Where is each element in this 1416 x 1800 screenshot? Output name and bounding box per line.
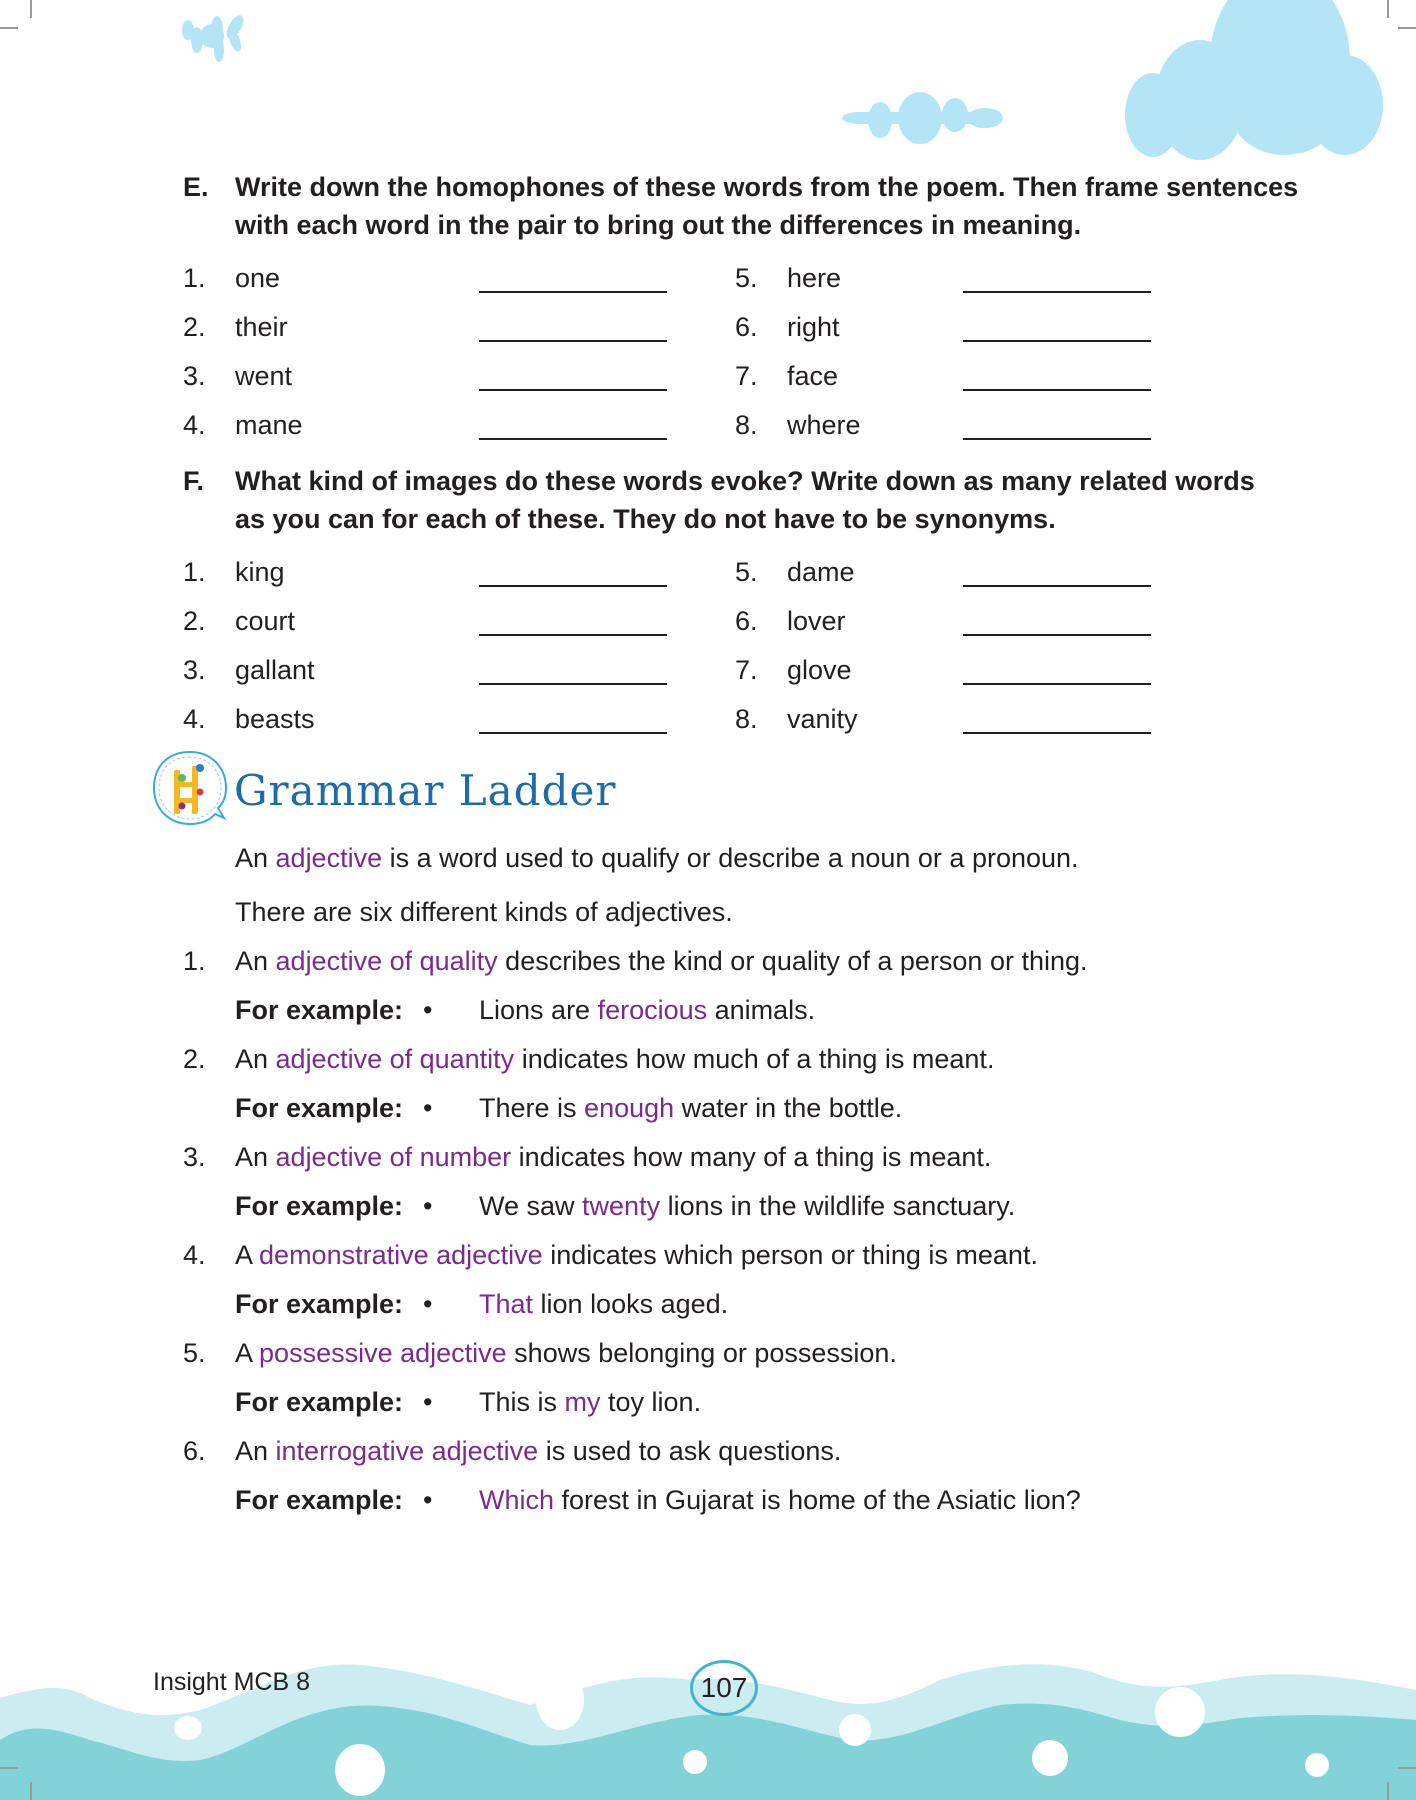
highlighted-term: possessive adjective bbox=[259, 1338, 507, 1368]
text: describes the kind or quality of a person or thing. bbox=[497, 946, 1088, 976]
adjective-definition bbox=[235, 840, 1079, 876]
answer-blank[interactable] bbox=[963, 634, 1151, 636]
item-word: glove bbox=[787, 655, 852, 685]
answer-blank[interactable] bbox=[963, 389, 1151, 391]
example-label: For example: bbox=[235, 1387, 404, 1417]
highlighted-term: interrogative adjective bbox=[275, 1436, 539, 1466]
example-line bbox=[235, 1188, 1016, 1224]
answer-blank[interactable] bbox=[479, 389, 667, 391]
text: is a word used to qualify or describe a noun or a pronoun. bbox=[382, 843, 1079, 873]
highlighted-term: enough bbox=[584, 1093, 675, 1123]
bullet: • bbox=[423, 995, 433, 1025]
text: water in the bottle. bbox=[674, 1093, 903, 1123]
crop-mark bbox=[1387, 1782, 1389, 1800]
highlighted-term: adjective of number bbox=[275, 1142, 512, 1172]
instruction-line: What kind of images do these words evoke? Write down as many related words bbox=[235, 466, 1255, 496]
answer-blank[interactable] bbox=[479, 585, 667, 587]
item-word: lover bbox=[787, 606, 846, 636]
item-word: mane bbox=[235, 410, 303, 440]
item-number: 1. bbox=[183, 557, 206, 587]
highlighted-term: my bbox=[564, 1387, 601, 1417]
text: There is bbox=[479, 1093, 585, 1123]
example-label: For example: bbox=[235, 1093, 404, 1123]
item-number: 4. bbox=[183, 1240, 206, 1270]
text: An bbox=[235, 946, 276, 976]
item-word: court bbox=[235, 606, 296, 636]
text: This is bbox=[479, 1387, 565, 1417]
section-letter: E. bbox=[183, 172, 209, 202]
answer-blank[interactable] bbox=[963, 585, 1151, 587]
answer-blank[interactable] bbox=[963, 291, 1151, 293]
crop-mark bbox=[30, 0, 32, 18]
item-number: 5. bbox=[735, 557, 758, 587]
item-number: 2. bbox=[183, 606, 206, 636]
example-line bbox=[235, 1090, 903, 1126]
item-number: 3. bbox=[183, 1142, 206, 1172]
highlighted-term: demonstrative adjective bbox=[259, 1240, 543, 1270]
item-number: 2. bbox=[183, 312, 206, 342]
bullet: • bbox=[423, 1093, 433, 1123]
bullet: • bbox=[423, 1485, 433, 1515]
bullet: • bbox=[423, 1289, 433, 1319]
cloud-decoration bbox=[0, 0, 1416, 170]
item-word: went bbox=[235, 361, 293, 391]
answer-blank[interactable] bbox=[479, 438, 667, 440]
item-word: gallant bbox=[235, 655, 315, 685]
crop-mark bbox=[1387, 0, 1389, 18]
item-number: 7. bbox=[735, 655, 758, 685]
item-number: 1. bbox=[183, 263, 206, 293]
answer-blank[interactable] bbox=[479, 291, 667, 293]
item-word: face bbox=[787, 361, 839, 391]
item-word: right bbox=[787, 312, 840, 342]
highlighted-term: adjective bbox=[275, 843, 383, 873]
item-word: one bbox=[235, 263, 281, 293]
item-number: 2. bbox=[183, 1044, 206, 1074]
item-number: 6. bbox=[735, 312, 758, 342]
text: An bbox=[235, 1436, 276, 1466]
crop-mark bbox=[1398, 27, 1416, 29]
highlighted-term: ferocious bbox=[597, 995, 708, 1025]
item-word: their bbox=[235, 312, 288, 342]
item-number: 8. bbox=[735, 410, 758, 440]
text: shows belonging or possession. bbox=[506, 1338, 897, 1368]
example-line bbox=[235, 1286, 729, 1322]
text: lions in the wildlife sanctuary. bbox=[660, 1191, 1016, 1221]
highlighted-term: adjective of quantity bbox=[275, 1044, 515, 1074]
instruction-line: as you can for each of these. They do not have to be synonyms. bbox=[235, 504, 1056, 534]
answer-blank[interactable] bbox=[479, 683, 667, 685]
item-number: 4. bbox=[183, 410, 206, 440]
item-word: dame bbox=[787, 557, 855, 587]
example-label: For example: bbox=[235, 1289, 404, 1319]
text: indicates which person or thing is meant. bbox=[542, 1240, 1038, 1270]
item-word: here bbox=[787, 263, 842, 293]
text: An bbox=[235, 843, 276, 873]
text: forest in Gujarat is home of the Asiatic lion? bbox=[554, 1485, 1081, 1515]
answer-blank[interactable] bbox=[479, 634, 667, 636]
example-label: For example: bbox=[235, 1485, 404, 1515]
grammar-ladder-title: Grammar Ladder bbox=[234, 766, 617, 815]
page-number: 107 bbox=[690, 1660, 758, 1716]
answer-blank[interactable] bbox=[963, 732, 1151, 734]
item-number: 5. bbox=[735, 263, 758, 293]
text: toy lion. bbox=[600, 1387, 702, 1417]
section-letter: F. bbox=[183, 466, 205, 496]
crop-mark bbox=[30, 1782, 32, 1800]
text: Lions are bbox=[479, 995, 598, 1025]
item-number: 3. bbox=[183, 655, 206, 685]
example-line bbox=[235, 1482, 1081, 1518]
item-number: 3. bbox=[183, 361, 206, 391]
item-word: beasts bbox=[235, 704, 315, 734]
instruction-line: with each word in the pair to bring out the differences in meaning. bbox=[235, 210, 1082, 240]
text: lion looks aged. bbox=[533, 1289, 729, 1319]
highlighted-term: twenty bbox=[582, 1191, 661, 1221]
item-number: 6. bbox=[735, 606, 758, 636]
adjective-kinds-intro: There are six different kinds of adjectives. bbox=[235, 897, 733, 927]
crop-mark bbox=[1398, 1767, 1416, 1769]
item-number: 8. bbox=[735, 704, 758, 734]
bullet: • bbox=[423, 1387, 433, 1417]
item-number: 4. bbox=[183, 704, 206, 734]
text: is used to ask questions. bbox=[538, 1436, 842, 1466]
text: An bbox=[235, 1142, 276, 1172]
answer-blank[interactable] bbox=[963, 340, 1151, 342]
ladder-icon bbox=[152, 748, 230, 828]
answer-blank[interactable] bbox=[479, 340, 667, 342]
item-word: where bbox=[787, 410, 861, 440]
text: A bbox=[235, 1240, 260, 1270]
instruction-line: Write down the homophones of these words from the poem. Then frame sentences bbox=[235, 172, 1299, 202]
text: A bbox=[235, 1338, 260, 1368]
example-line bbox=[235, 1384, 702, 1420]
item-number: 5. bbox=[183, 1338, 206, 1368]
text: We saw bbox=[479, 1191, 583, 1221]
bullet: • bbox=[423, 1191, 433, 1221]
text: indicates how much of a thing is meant. bbox=[514, 1044, 995, 1074]
text: An bbox=[235, 1044, 276, 1074]
text: animals. bbox=[707, 995, 816, 1025]
crop-mark bbox=[0, 1767, 18, 1769]
answer-blank[interactable] bbox=[479, 732, 667, 734]
answer-blank[interactable] bbox=[963, 438, 1151, 440]
book-title: Insight MCB 8 bbox=[153, 1668, 311, 1696]
item-number: 7. bbox=[735, 361, 758, 391]
example-line bbox=[235, 992, 816, 1028]
item-word: king bbox=[235, 557, 285, 587]
example-label: For example: bbox=[235, 1191, 404, 1221]
text: indicates how many of a thing is meant. bbox=[511, 1142, 992, 1172]
item-number: 6. bbox=[183, 1436, 206, 1466]
highlighted-term: That bbox=[479, 1289, 534, 1319]
item-word: vanity bbox=[787, 704, 858, 734]
highlighted-term: adjective of quality bbox=[275, 946, 498, 976]
crop-mark bbox=[0, 27, 18, 29]
example-label: For example: bbox=[235, 995, 404, 1025]
answer-blank[interactable] bbox=[963, 683, 1151, 685]
highlighted-term: Which bbox=[479, 1485, 555, 1515]
item-number: 1. bbox=[183, 946, 206, 976]
